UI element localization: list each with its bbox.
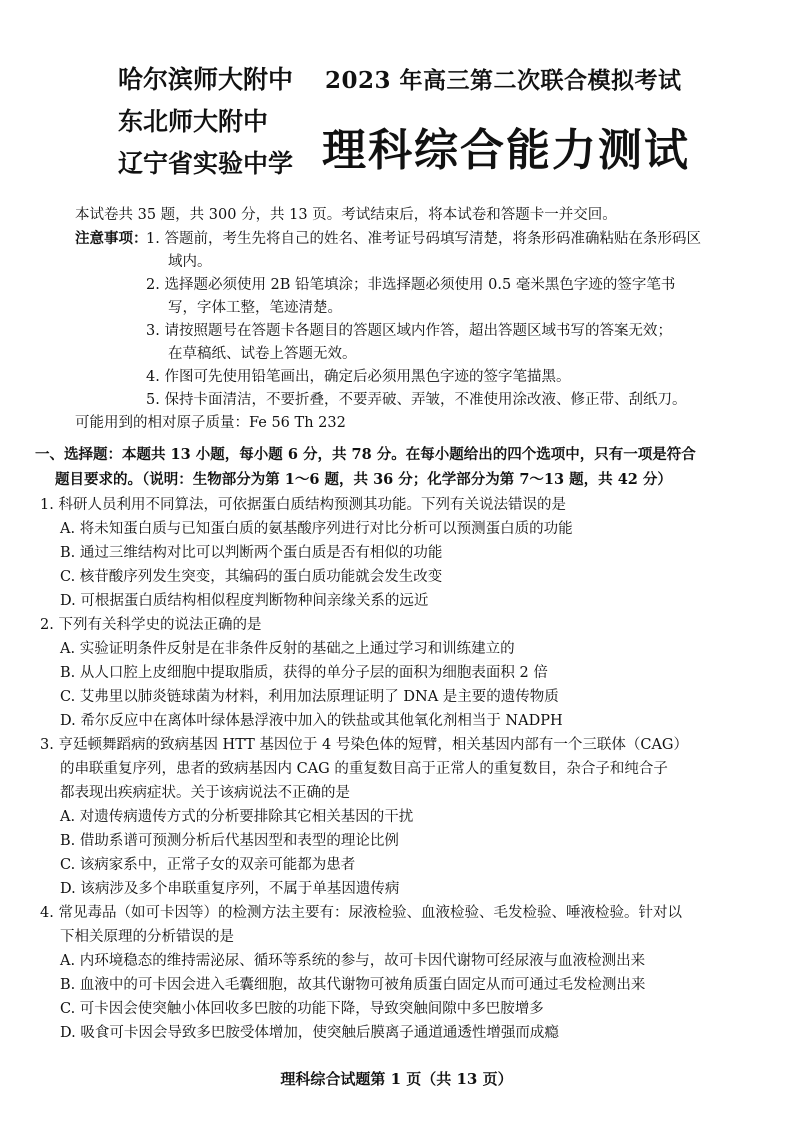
section-heading: 一、选择题：本题共 13 小题，每小题 6 分，共 78 分。在每小题给出的四个选项中，只有一项是符合 (35, 446, 696, 463)
question-option: B. 从人口腔上皮细胞中提取脂质，获得的单分子层的面积为细胞表面积 2 倍 (60, 665, 548, 681)
school-name: 哈尔滨师大附中 (118, 65, 294, 94)
note-line: 1. 答题前，考生先将自己的姓名、准考证号码填写清楚，将条形码准确粘贴在条形码区 (146, 231, 701, 247)
question-option: D. 希尔反应中在离体叶绿体悬浮液中加入的铁盐或其他氧化剂相当于 NADPH (60, 713, 563, 729)
question-stem: 2. 下列有关科学史的说法正确的是 (40, 617, 262, 633)
question-stem: 的串联重复序列，患者的致病基因内 CAG 的重复数目高于正常人的重复数目，杂合子和纯合子 (60, 761, 668, 777)
question-option: A. 内环境稳态的维持需泌尿、循环等系统的参与，故可卡因代谢物可经尿液与血液检测出来 (60, 953, 646, 969)
intro-text: 本试卷共 35 题，共 300 分，共 13 页。考试结束后，将本试卷和答题卡一并交回。 (75, 207, 617, 223)
note-line: 写，字体工整，笔迹清楚。 (168, 300, 342, 316)
question-option: D. 可根据蛋白质结构相似程度判断物种间亲缘关系的远近 (60, 593, 429, 609)
question-option: C. 该病家系中，正常子女的双亲可能都为患者 (60, 857, 356, 873)
question-option: C. 艾弗里以肺炎链球菌为材料，利用加法原理证明了 DNA 是主要的遗传物质 (60, 689, 559, 705)
question-option: A. 对遗传病遗传方式的分析要排除其它相关基因的干扰 (60, 809, 414, 825)
school-name: 辽宁省实验中学 (118, 149, 294, 178)
note-line: 域内。 (168, 254, 212, 270)
question-stem: 3. 亨廷顿舞蹈病的致病基因 HTT 基因位于 4 号染色体的短臂，相关基因内部有一个三联体（CAG） (40, 737, 689, 753)
note-line: 3. 请按照题号在答题卡各题目的答题区域内作答，超出答题区域书写的答案无效； (146, 323, 672, 339)
question-option: A. 实验证明条件反射是在非条件反射的基础之上通过学习和训练建立的 (60, 641, 515, 657)
question-option: D. 该病涉及多个串联重复序列，不属于单基因遗传病 (60, 881, 400, 897)
school-list (118, 60, 308, 186)
question-option: C. 可卡因会使突触小体回收多巴胺的功能下降，导致突触间隙中多巴胺增多 (60, 1001, 544, 1017)
school-name: 东北师大附中 (118, 107, 269, 136)
question-stem: 都表现出疾病症状。关于该病说法不正确的是 (60, 785, 350, 801)
question-stem: 4. 常见毒品（如可卡因等）的检测方法主要有：尿液检验、血液检验、毛发检验、唾液检验。针对以 (40, 905, 682, 921)
section-heading: 题目要求的。（说明：生物部分为第 1～6 题，共 36 分；化学部分为第 7～13 题，共 42 分） (55, 471, 672, 488)
note-line: 5. 保持卡面清洁，不要折叠，不要弄破、弄皱，不准使用涂改液、修正带、刮纸刀。 (146, 392, 687, 408)
question-option: A. 将未知蛋白质与已知蛋白质的氨基酸序列进行对比分析可以预测蛋白质的功能 (60, 521, 573, 537)
note-line: 2. 选择题必须使用 2B 铅笔填涂；非选择题必须使用 0.5 毫米黑色字迹的签字笔书 (146, 277, 676, 293)
question-option: B. 借助系谱可预测分析后代基因型和表型的理论比例 (60, 833, 399, 849)
exam-title: 2023 年高三第二次联合模拟考试 (325, 67, 682, 94)
question-option: C. 核苷酸序列发生突变，其编码的蛋白质功能就会发生改变 (60, 569, 443, 585)
question-stem: 1. 科研人员利用不同算法，可依据蛋白质结构预测其功能。下列有关说法错误的是 (40, 497, 566, 513)
question-stem: 下相关原理的分析错误的是 (60, 929, 234, 945)
note-line: 4. 作图可先使用铅笔画出，确定后必须用黑色字迹的签字笔描黑。 (146, 369, 571, 385)
main-title: 理科综合能力测试 (322, 125, 690, 176)
notes-label: 注意事项： (75, 230, 148, 247)
question-option: D. 吸食可卡因会导致多巴胺受体增加，使突触后膜离子通道通透性增强而成瘾 (60, 1025, 559, 1041)
note-line: 在草稿纸、试卷上答题无效。 (168, 346, 357, 362)
question-option: B. 通过三维结构对比可以判断两个蛋白质是否有相似的功能 (60, 545, 443, 561)
page-footer: 理科综合试题第 1 页（共 13 页） (280, 1070, 513, 1088)
atomic-mass: 可能用到的相对原子质量：Fe 56 Th 232 (75, 415, 346, 431)
question-option: B. 血液中的可卡因会进入毛囊细胞，故其代谢物可被角质蛋白固定从而可通过毛发检测出来 (60, 977, 646, 993)
